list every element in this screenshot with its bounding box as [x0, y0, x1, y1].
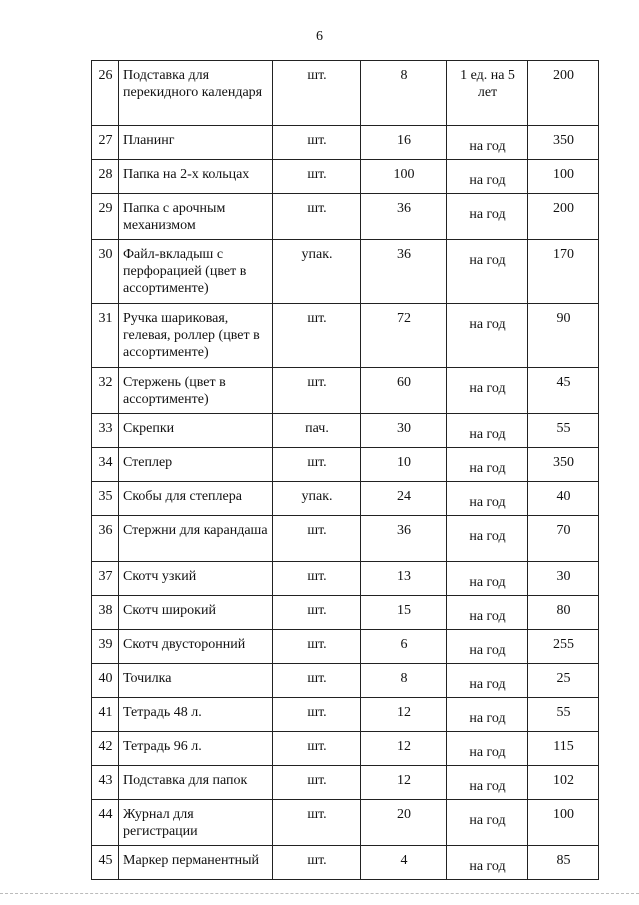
table-row	[92, 194, 599, 240]
row-number: 39	[92, 630, 119, 664]
row-number: 43	[92, 766, 119, 800]
table-row	[92, 482, 599, 516]
item-unit: шт.	[273, 160, 361, 194]
table-row	[92, 562, 599, 596]
item-unit: упак.	[273, 240, 361, 304]
item-quantity: 20	[361, 800, 447, 846]
item-period: на год	[447, 194, 528, 240]
item-name: Папка на 2-х кольцах	[119, 160, 273, 194]
item-period: на год	[447, 596, 528, 630]
item-unit: шт.	[273, 630, 361, 664]
table-row	[92, 126, 599, 160]
table-row	[92, 61, 599, 126]
item-period: на год	[447, 800, 528, 846]
item-quantity: 60	[361, 368, 447, 414]
item-price: 30	[528, 562, 599, 596]
item-name: Скотч узкий	[119, 562, 273, 596]
supplies-table-body	[92, 61, 599, 880]
item-quantity: 6	[361, 630, 447, 664]
item-quantity: 12	[361, 732, 447, 766]
item-name: Маркер перманентный	[119, 846, 273, 880]
row-number: 26	[92, 61, 119, 126]
item-period: на год	[447, 516, 528, 562]
item-quantity: 16	[361, 126, 447, 160]
item-quantity: 24	[361, 482, 447, 516]
item-unit: шт.	[273, 766, 361, 800]
item-quantity: 30	[361, 414, 447, 448]
item-price: 170	[528, 240, 599, 304]
item-unit: шт.	[273, 448, 361, 482]
item-quantity: 12	[361, 766, 447, 800]
item-price: 40	[528, 482, 599, 516]
item-unit: шт.	[273, 596, 361, 630]
item-period: на год	[447, 304, 528, 368]
item-price: 350	[528, 448, 599, 482]
item-name: Папка с арочным механизмом	[119, 194, 273, 240]
row-number: 36	[92, 516, 119, 562]
table-row	[92, 846, 599, 880]
table-row	[92, 698, 599, 732]
table-row	[92, 516, 599, 562]
item-quantity: 8	[361, 61, 447, 126]
item-price: 100	[528, 800, 599, 846]
item-period: на год	[447, 846, 528, 880]
item-name: Скрепки	[119, 414, 273, 448]
item-unit: шт.	[273, 304, 361, 368]
item-price: 55	[528, 414, 599, 448]
item-price: 85	[528, 846, 599, 880]
item-unit: шт.	[273, 516, 361, 562]
item-unit: шт.	[273, 846, 361, 880]
item-unit: шт.	[273, 126, 361, 160]
item-name: Стержни для карандаша	[119, 516, 273, 562]
row-number: 33	[92, 414, 119, 448]
item-quantity: 10	[361, 448, 447, 482]
item-unit: шт.	[273, 800, 361, 846]
item-price: 25	[528, 664, 599, 698]
item-unit: пач.	[273, 414, 361, 448]
item-price: 255	[528, 630, 599, 664]
item-price: 55	[528, 698, 599, 732]
table-row	[92, 368, 599, 414]
item-period: на год	[447, 732, 528, 766]
item-price: 102	[528, 766, 599, 800]
item-name: Скотч широкий	[119, 596, 273, 630]
item-quantity: 100	[361, 160, 447, 194]
table-row	[92, 766, 599, 800]
item-price: 350	[528, 126, 599, 160]
table-row	[92, 664, 599, 698]
row-number: 35	[92, 482, 119, 516]
item-quantity: 36	[361, 516, 447, 562]
row-number: 32	[92, 368, 119, 414]
item-name: Скотч двусторонний	[119, 630, 273, 664]
item-name: Точилка	[119, 664, 273, 698]
item-name: Планинг	[119, 126, 273, 160]
table-row	[92, 304, 599, 368]
item-quantity: 15	[361, 596, 447, 630]
item-price: 200	[528, 194, 599, 240]
item-period: на год	[447, 698, 528, 732]
item-price: 90	[528, 304, 599, 368]
item-unit: шт.	[273, 61, 361, 126]
item-price: 100	[528, 160, 599, 194]
item-name: Файл-вкладыш с перфорацией (цвет в ассортименте)	[119, 240, 273, 304]
table-row	[92, 240, 599, 304]
page-number: 6	[316, 29, 323, 44]
row-number: 31	[92, 304, 119, 368]
item-period: на год	[447, 126, 528, 160]
item-unit: шт.	[273, 562, 361, 596]
row-number: 28	[92, 160, 119, 194]
item-quantity: 72	[361, 304, 447, 368]
item-period: на год	[447, 240, 528, 304]
table-row	[92, 414, 599, 448]
table-row	[92, 800, 599, 846]
item-period: на год	[447, 766, 528, 800]
item-quantity: 8	[361, 664, 447, 698]
item-unit: шт.	[273, 194, 361, 240]
table-row	[92, 630, 599, 664]
page-bottom-divider	[0, 893, 639, 894]
row-number: 42	[92, 732, 119, 766]
row-number: 30	[92, 240, 119, 304]
item-name: Тетрадь 96 л.	[119, 732, 273, 766]
table-row	[92, 448, 599, 482]
item-price: 45	[528, 368, 599, 414]
row-number: 44	[92, 800, 119, 846]
item-price: 200	[528, 61, 599, 126]
item-quantity: 13	[361, 562, 447, 596]
item-unit: шт.	[273, 664, 361, 698]
supplies-table	[91, 60, 599, 880]
item-price: 115	[528, 732, 599, 766]
item-unit: упак.	[273, 482, 361, 516]
row-number: 37	[92, 562, 119, 596]
item-quantity: 36	[361, 194, 447, 240]
row-number: 45	[92, 846, 119, 880]
row-number: 34	[92, 448, 119, 482]
table-row	[92, 732, 599, 766]
item-name: Подставка для перекидного календаря	[119, 61, 273, 126]
item-unit: шт.	[273, 732, 361, 766]
item-quantity: 36	[361, 240, 447, 304]
item-period: на год	[447, 368, 528, 414]
item-period: 1 ед. на 5 лет	[447, 61, 528, 126]
item-name: Подставка для папок	[119, 766, 273, 800]
item-quantity: 4	[361, 846, 447, 880]
row-number: 41	[92, 698, 119, 732]
item-price: 80	[528, 596, 599, 630]
item-period: на год	[447, 448, 528, 482]
row-number: 40	[92, 664, 119, 698]
table-row	[92, 596, 599, 630]
item-period: на год	[447, 160, 528, 194]
table-row	[92, 160, 599, 194]
row-number: 27	[92, 126, 119, 160]
item-price: 70	[528, 516, 599, 562]
item-period: на год	[447, 630, 528, 664]
item-name: Степлер	[119, 448, 273, 482]
row-number: 38	[92, 596, 119, 630]
item-period: на год	[447, 414, 528, 448]
row-number: 29	[92, 194, 119, 240]
item-quantity: 12	[361, 698, 447, 732]
item-unit: шт.	[273, 368, 361, 414]
item-name: Стержень (цвет в ассортименте)	[119, 368, 273, 414]
item-period: на год	[447, 562, 528, 596]
item-unit: шт.	[273, 698, 361, 732]
item-name: Тетрадь 48 л.	[119, 698, 273, 732]
item-name: Журнал для регистрации	[119, 800, 273, 846]
item-period: на год	[447, 482, 528, 516]
item-name: Скобы для степлера	[119, 482, 273, 516]
item-name: Ручка шариковая, гелевая, роллер (цвет в ассортименте)	[119, 304, 273, 368]
item-period: на год	[447, 664, 528, 698]
